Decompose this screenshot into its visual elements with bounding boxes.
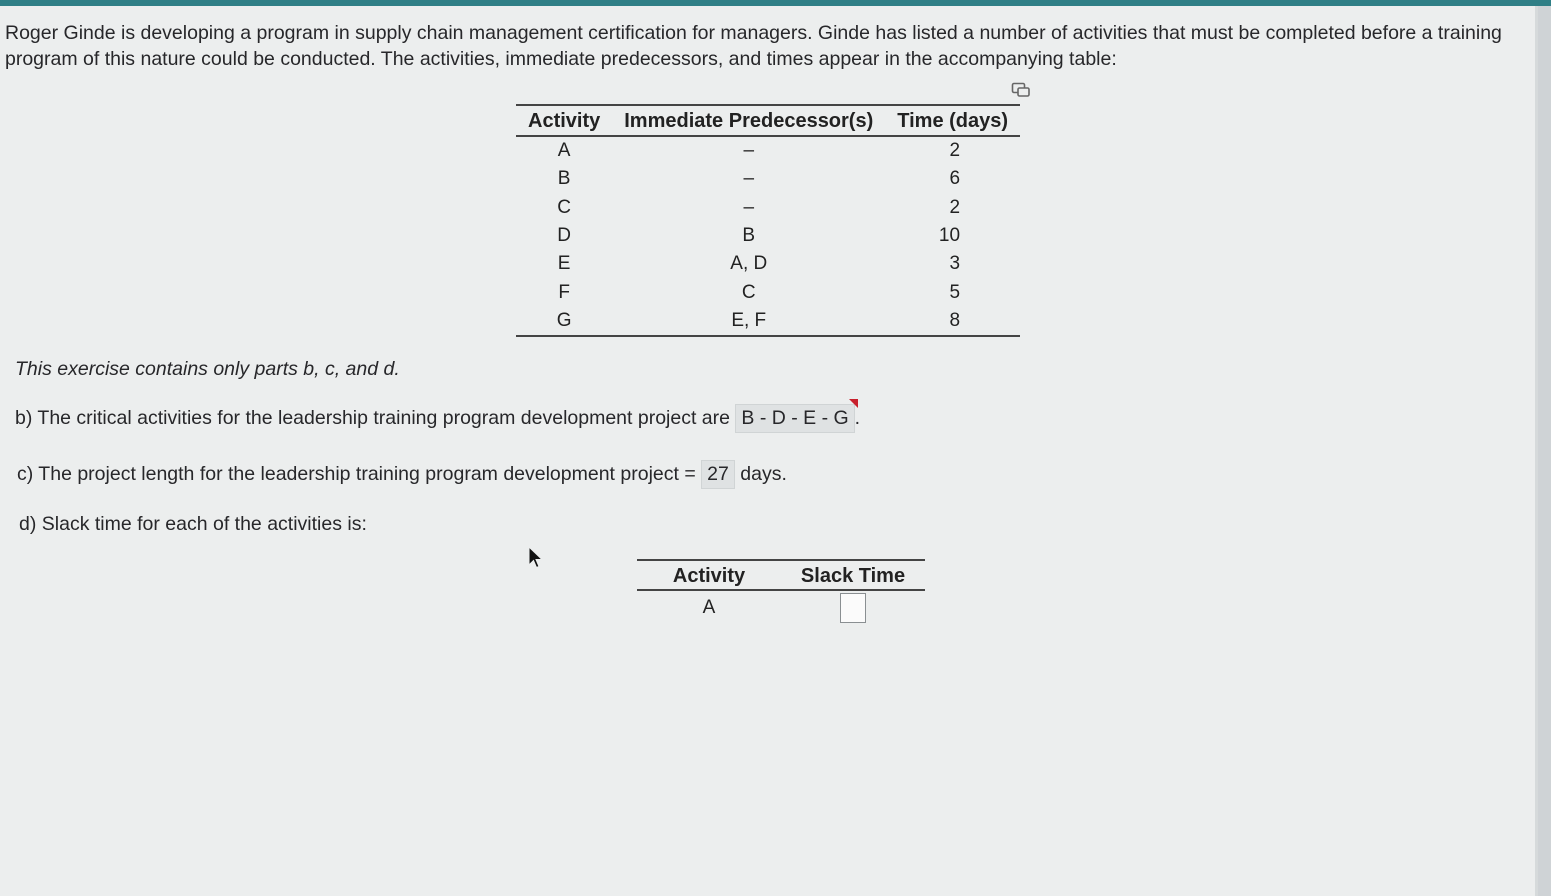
- activity-cell: D: [557, 225, 571, 247]
- header-time: Time (days): [885, 105, 1020, 136]
- activity-cell: F: [558, 281, 570, 303]
- slack-header-slack: Slack Time: [781, 560, 925, 590]
- problem-intro: Roger Ginde is developing a program in supply chain management certification for managers. Ginde has listed a number of activities that must be completed before a training program of this nature could be conducted. The activities, immediate predecessors, and times appear in the accompanying table:: [5, 22, 1502, 70]
- time-cell: 2: [949, 140, 961, 162]
- header-predecessors: Immediate Predecessor(s): [612, 105, 885, 136]
- predecessor-cell: B: [742, 225, 756, 247]
- time-cell: 5: [949, 281, 961, 303]
- predecessor-cell: E, F: [612, 307, 885, 336]
- question-page: [0, 6, 1538, 896]
- critical-path-value: B - D - E - G: [741, 407, 849, 429]
- part-d-label: d) Slack time for each of the activities is:: [19, 513, 367, 535]
- slack-time-input[interactable]: [840, 593, 866, 623]
- slack-input-cell: [781, 590, 925, 625]
- table-row: [516, 222, 1020, 250]
- part-b: [15, 404, 860, 433]
- table-row: [516, 307, 1020, 336]
- predecessor-cell: C: [741, 281, 756, 303]
- exercise-note: This exercise contains only parts b, c, and d.: [15, 358, 400, 380]
- activity-cell: A: [557, 140, 571, 162]
- predecessor-cell: –: [743, 168, 755, 190]
- activity-cell: G: [516, 307, 612, 336]
- part-c-suffix: days.: [740, 463, 787, 485]
- table-row: [516, 194, 1020, 222]
- time-cell: 6: [949, 168, 961, 190]
- project-length-answer[interactable]: [701, 460, 735, 489]
- predecessor-cell: –: [743, 196, 755, 218]
- part-b-label: b) The critical activities for the leadership training program development project are: [15, 407, 730, 429]
- part-c: [17, 460, 787, 489]
- incorrect-flag-icon: [849, 399, 858, 408]
- time-cell: 2: [949, 196, 961, 218]
- predecessor-cell: –: [743, 140, 755, 162]
- activity-cell: E: [557, 253, 571, 275]
- time-cell: 3: [949, 253, 961, 275]
- header-activity: Activity: [516, 105, 612, 136]
- table-row: [516, 278, 1020, 306]
- table-row: [516, 250, 1020, 278]
- critical-path-answer[interactable]: [735, 404, 854, 433]
- mouse-cursor-icon: [527, 546, 543, 570]
- activity-cell: B: [557, 168, 571, 190]
- time-cell: 10: [938, 225, 961, 247]
- project-length-value: 27: [707, 463, 729, 485]
- part-c-label: c) The project length for the leadership training program development project =: [17, 463, 696, 485]
- activity-cell: C: [557, 196, 571, 218]
- table-row: [516, 165, 1020, 193]
- part-b-suffix: .: [854, 407, 861, 429]
- copy-icon[interactable]: [1011, 82, 1031, 98]
- time-cell: 8: [885, 307, 1020, 336]
- slack-table: [637, 559, 925, 625]
- slack-activity-cell: A: [702, 597, 716, 618]
- table-row: [516, 136, 1020, 165]
- table-row: [637, 590, 925, 625]
- slack-header-activity: Activity: [637, 560, 781, 590]
- activity-table: [516, 104, 1020, 337]
- predecessor-cell: A, D: [730, 253, 768, 275]
